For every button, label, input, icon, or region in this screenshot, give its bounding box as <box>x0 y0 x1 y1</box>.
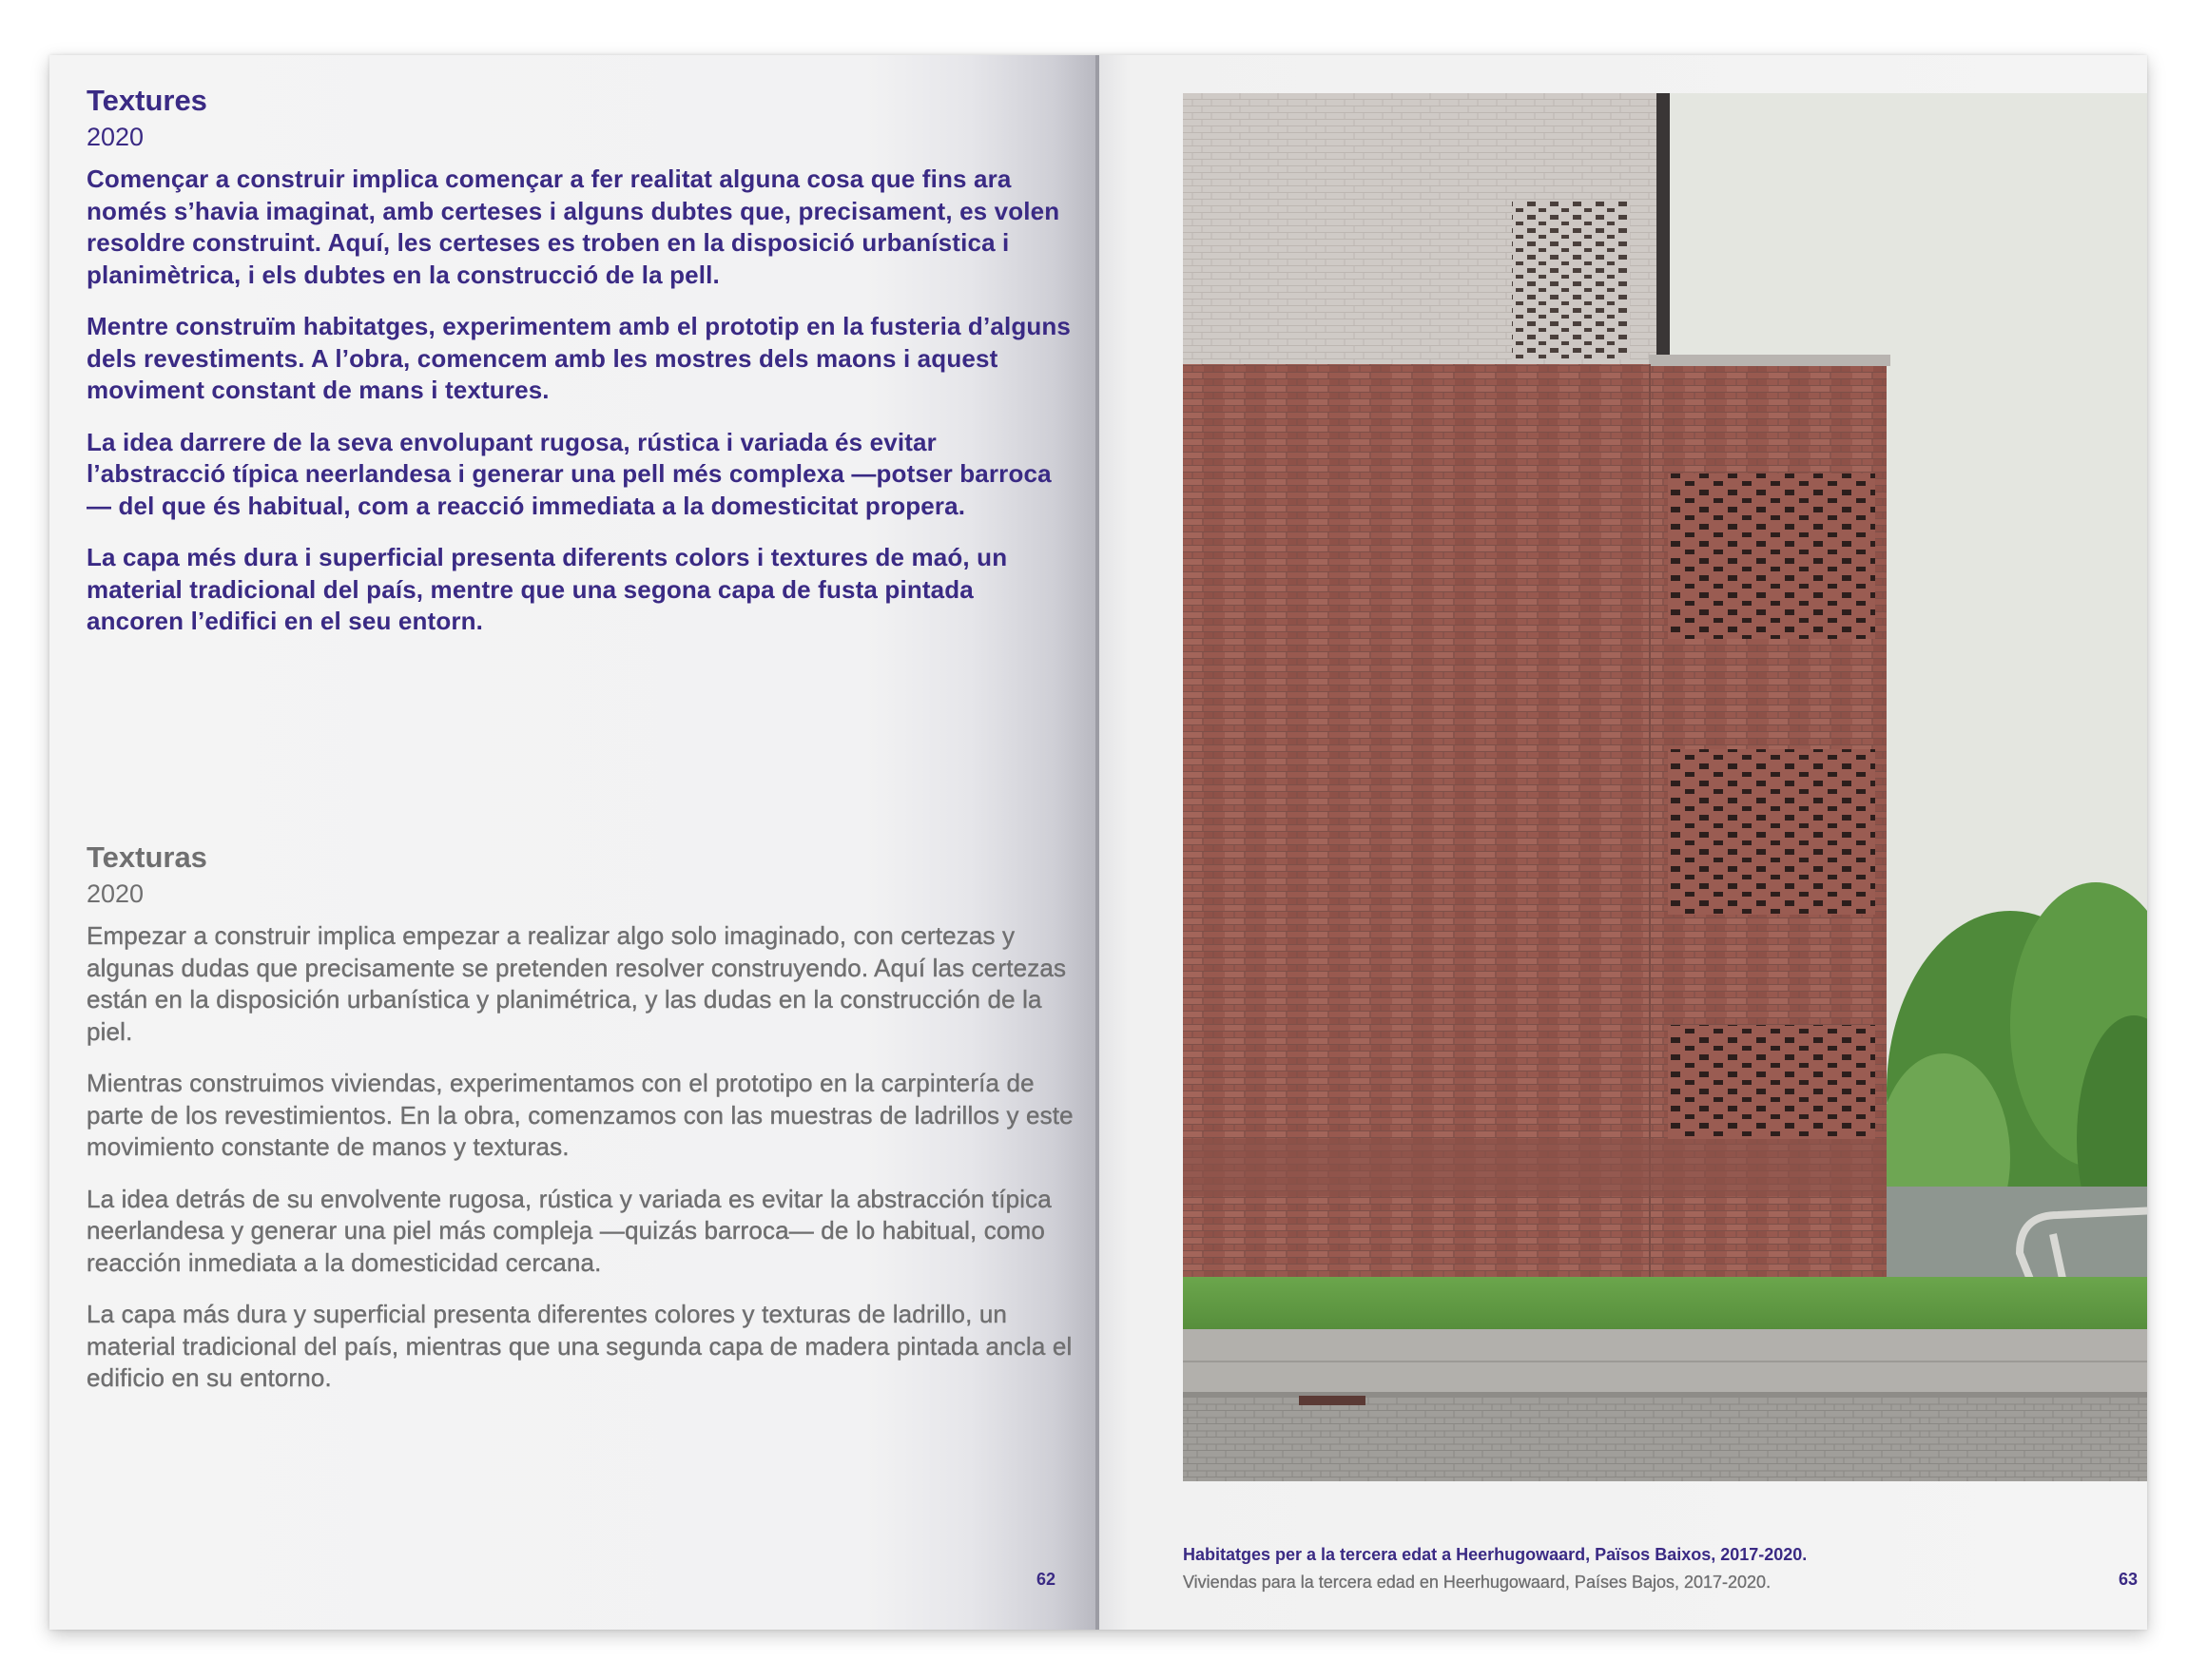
catalan-year: 2020 <box>87 123 145 151</box>
building-photo <box>1183 93 2147 1481</box>
grass-strip <box>1183 1277 2147 1334</box>
catalan-text-block <box>87 84 1075 658</box>
brick-lattice-panel-1 <box>1668 473 1875 639</box>
brick-lattice-panel-2 <box>1668 749 1875 915</box>
spanish-paragraph-2: Mientras construimos viviendas, experimentamos con el prototipo en la carpintería de parte de los revestimientos. En la obra, comenzamos con las muestras de ladrillos y este movimiento constante de manos y texturas. <box>87 1069 1074 1161</box>
spanish-text-block <box>87 840 1075 1415</box>
page-number-right: 63 <box>2119 1570 2139 1589</box>
left-page <box>49 55 1095 1630</box>
canal-water <box>1887 1187 2147 1291</box>
street-paving <box>1183 1398 2147 1481</box>
catalan-paragraph-4: La capa més dura i superficial presenta diferents colors i textures de maó, un material tradicional del país, mentre que una segona capa de fusta pintada ancoren l’edifici en el seu entorn. <box>87 543 1008 635</box>
brick-lattice-panel-3 <box>1668 1025 1875 1139</box>
spanish-paragraph-1: Empezar a construir implica empezar a realizar algo solo imaginado, con certezas y algunas dudas que precisamente se pretenden resolver construyendo. Aquí las certezas están en la disposición urbanística y planimétrica, y las dudas en la construcción de la piel. <box>87 921 1067 1046</box>
upper-brick-lattice <box>1512 200 1630 359</box>
spanish-title: Texturas <box>87 840 207 874</box>
photo-caption-spanish: Viviendas para la tercera edad en Heerhugowaard, Países Bajos, 2017-2020. <box>1183 1573 1772 1592</box>
spanish-year: 2020 <box>87 879 145 908</box>
catalan-paragraph-3: La idea darrere de la seva envolupant rugosa, rústica i variada és evitar l’abstracció típica neerlandesa i generar una pell més complexa —potser barroca— del que és habitual, com a reacció immediata a la domesticitat propera. <box>87 427 1052 520</box>
spanish-paragraph-4: La capa más dura y superficial presenta diferentes colores y texturas de ladrillo, un material tradicional del país, mientras que una segunda capa de madera pintada ancla el edificio en su entorno. <box>87 1300 1073 1392</box>
catalan-paragraph-1: Començar a construir implica començar a fer realitat alguna cosa que fins ara només s’havia imaginat, amb certeses i alguns dubtes que, precisament, es volen resoldre construint. Aquí, les certeses es troben en la disposició urbanística i planimètrica, i els dubtes en la construcció de la pell. <box>87 164 1060 289</box>
book-spread <box>49 55 2147 1630</box>
photo-caption-catalan: Habitatges per a la tercera edat a Heerhugowaard, Països Baixos, 2017-2020. <box>1183 1545 1808 1564</box>
catalan-paragraph-2: Mentre construïm habitatges, experimentem amb el prototip en la fusteria d’alguns dels revestiments. A l’obra, comencem amb les mostres dels maons i aquest moviment constant de mans i textures. <box>87 312 1072 404</box>
page-number-left: 62 <box>1036 1570 1056 1589</box>
right-page <box>1099 55 2147 1630</box>
catalan-title: Textures <box>87 84 207 117</box>
spanish-paragraph-3: La idea detrás de su envolvente rugosa, rústica y variada es evitar la abstracción típica neerlandesa y generar una piel más compleja —quizás barroca— de lo habitual, como reacción inmediata a la domesticidad cercana. <box>87 1184 1052 1277</box>
